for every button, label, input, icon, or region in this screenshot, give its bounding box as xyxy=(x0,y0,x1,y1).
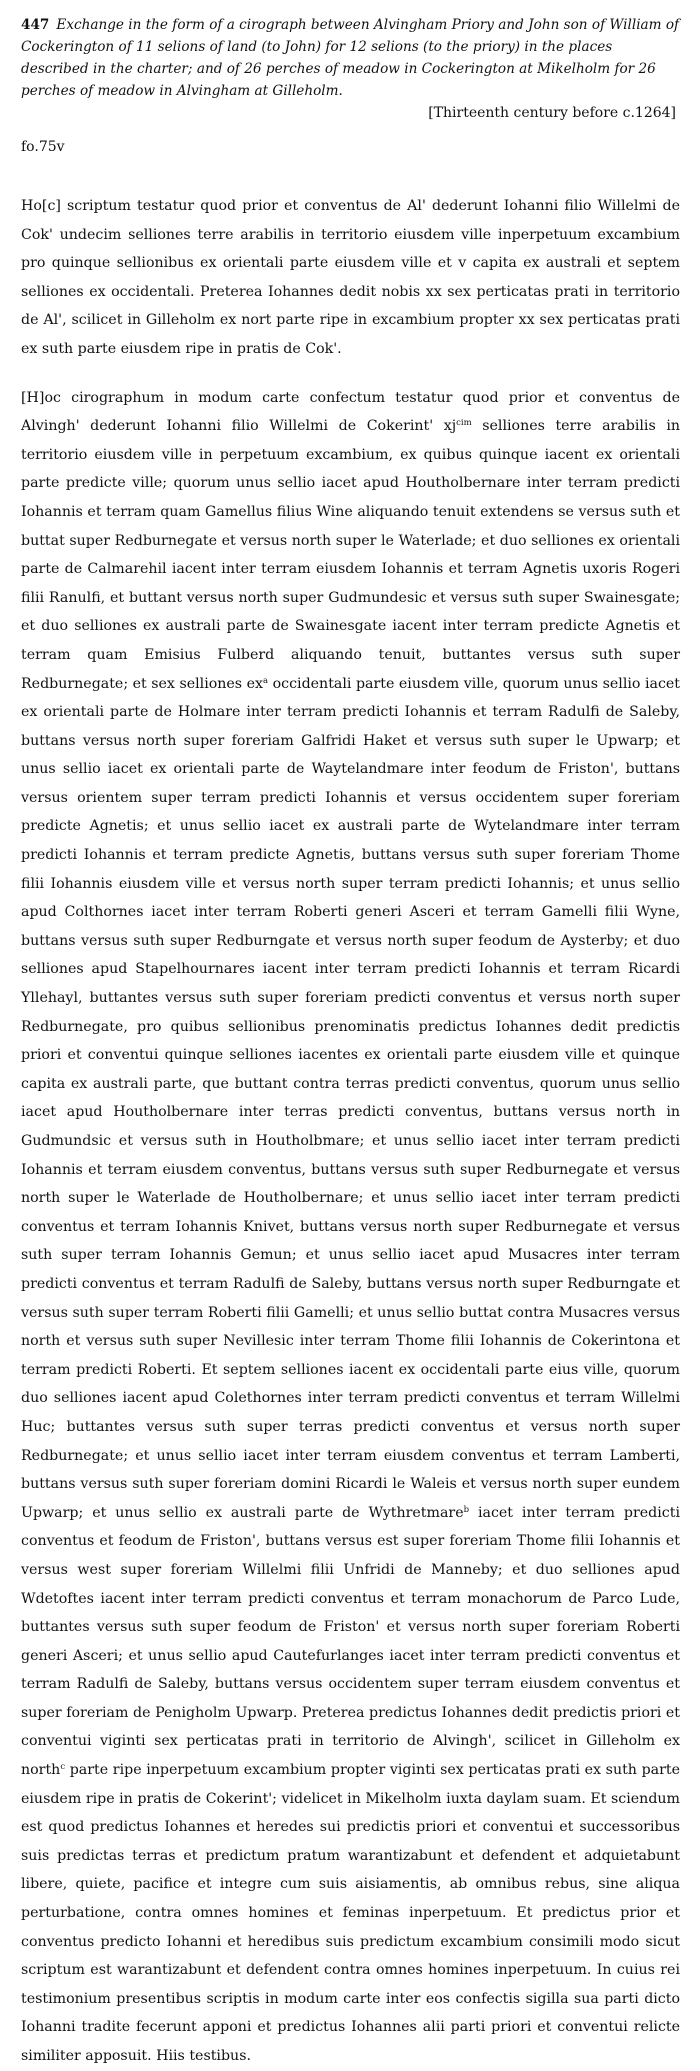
entry-number: 447 xyxy=(21,17,50,33)
paragraph-2-text: iacet inter terram predicti conventus et feodum de Friston', buttans versus est super foreriam Thome filii Iohannis et versus west super foreriam Willelmi filii Unfridi de Manneby; et duo selliones apud Wdetoftes iacent inter terram predicti conventus et terram monachorum de Parco Lude, buttantes versus suth super feodum de Friston' et versus north super foreriam Roberti generi Asceri; et unus sellio apud Cautefurlanges iacet inter terram predicti conventus et terram Radulfi de Saleby, buttans versus occidentem super terram eiusdem conventus et super foreriam de Penigholm Upwarp. Preterea predictus Iohannes dedit predictis priori et conventui viginti sex perticatas prati in territorio de Alvingh', scilicet in Gilleholm ex north xyxy=(21,1504,680,1779)
superscript-cim: cim xyxy=(456,418,472,429)
folio-reference: fo.75v xyxy=(21,139,65,155)
footnote-marker-c: c xyxy=(60,1762,66,1773)
entry-description: Exchange in the form of a cirograph between Alvingham Priory and John son of William of Cockerington of 11 selions of land (to John) for 12 selions (to the priory) in the places described in the charter; and of 26 perches of meadow in Cockerington at Mikelholm for 26 perches of meadow in Alvingham at Gilleholm. xyxy=(21,17,680,99)
paragraph-2-text: occidentali parte eiusdem ville, quorum unus sellio iacet ex orientali parte de Holmare inter terram predicti Iohannis et terram Radulfi de Saleby, buttans versus north super foreriam Galfridi Haket et versus suth super le Upwarp; et unus sellio iacet ex orientali parte de Waytelandmare inter feodum de Friston', buttans versus orientem super terram predicti Iohannis et versus occidentem super foreriam predicte Agnetis; et unus sellio iacet ex australi parte de Wytelandmare inter terram predicti Iohannis et terram predicte Agnetis, buttans versus suth super foreriam Thome filii Iohannis eiusdem ville et versus north super terram predicti Iohannis; et unus sellio apud Colthornes iacet inter terram Roberti generi Asceri et terram Gamelli filii Wyne, buttans versus suth super Redburngate et versus north super feodum de Aysterby; et duo selliones apud Stapelhournares iacent inter terram predicti Iohannis et terram Ricardi Yllehayl, buttantes versus suth super foreriam predicti conventus et versus north super Redburnegate, pro quibus sellionibus prenominatis predictus Iohannes dedit predictis priori et conventui quinque selliones iacentes ex orientali parte eiusdem ville et quinque capita ex australi parte, que buttant contra terras predicti conventus, quorum unus sellio iacet apud Houtholbernare inter terras predicti conventus, buttans versus north in Gudmundsic et versus suth in Houtholbmare; et unus sellio iacet inter terram predicti Iohannis et terram eiusdem conventus, buttans versus suth super Redburnegate et versus north super le Waterlade de Houtholbernare; et unus sellio iacet inter terram predicti conventus et terram Iohannis Knivet, buttans versus north super Redburnegate et versus suth super terram Iohannis Gemun; et unus sellio iacet apud Musacres inter terram predicti conventus et terram Radulfi de Saleby, buttans versus north super Redburngate et versus suth super terram Roberti filii Gamelli; et unus sellio buttat contra Musacres versus north et versus suth super Nevillesic inter terram Thome filii Iohannis de Cokerintona et terram predicti Roberti. Et septem selliones iacent ex occidentali parte eius ville, quorum duo selliones iacent apud Colethornes inter terram predicti conventus et terram Willelmi Huc; buttantes versus suth super terras predicti conventus et versus north super Redburnegate; et unus sellio iacet inter terram eiusdem conventus et terram Lamberti, buttans versus suth super foreriam domini Ricardi le Waleis et versus north super eundem Upwarp; et unus sellio ex australi parte de Wythretmare xyxy=(21,675,680,1521)
paragraph-2-text: [H]oc cirographum in modum carte confectum testatur quod prior et conventus de Alvingh' dederunt Iohanni filio Willelmi de Cokerint' xj xyxy=(21,389,680,435)
charter-paragraph-2 xyxy=(21,384,680,2071)
footnote-marker-a: a xyxy=(263,675,269,686)
entry-header xyxy=(21,14,680,102)
paragraph-2-text: selliones terre arabilis in territorio eiusdem ville in perpetuum excambium, ex quibus quinque iacent ex orientali parte predicte ville; quorum unus sellio iacet apud Houtholbernare inter terram predicti Iohannis et terram quam Gamellus filius Wine aliquando tenuit extendens se versus suth et buttat super Redburnegate et versus north super le Waterlade; et duo selliones ex orientali parte de Calmarehil iacent inter terram eiusdem Iohannis et terram Agnetis uxoris Rogeri filii Ranulfi, et buttant versus north super Gudmundesic et versus suth super Swainesgate; et duo selliones ex australi parte de Swainesgate iacent inter terram predicte Agnetis et terram quam Emisius Fulberd aliquando tenuit, buttantes versus suth super Redburnegate; et sex selliones ex xyxy=(21,418,680,692)
charter-paragraph-1: Ho[c] scriptum testatur quod prior et conventus de Al' dederunt Iohanni filio Willelmi de Cok' undecim selliones terre arabilis in territorio eiusdem ville inperpetuum excambium pro quinque sellionibus ex orientali parte eiusdem ville et v capita ex australi et septem selliones ex occidentali. Preterea Iohannes dedit nobis xx sex perticatas prati in territorio de Al', scilicet in Gilleholm ex nort parte ripe in excambium propter xx sex perticatas prati ex suth parte eiusdem ripe in pratis de Cok'. xyxy=(21,198,680,357)
footnote-marker-b: b xyxy=(463,1504,470,1515)
paragraph-2-text: parte ripe inperpetuum excambium propter viginti sex perticatas prati ex suth parte eiusdem ripe in pratis de Cokerint'; videlicet in Mikelholm iuxta daylam suam. Et sciendum est quod predictus Iohannes et heredes sui predictis priori et conventui et successoribus suis predictas terras et predictum pratum warantizabunt et defendent et adquietabunt libere, quiete, pacifice et integre cum suis aisiamentis, ab omnibus rebus, sine aliqua perturbatione, contra omnes homines et feminas inperpetuum. Et predictus prior et conventus predicto Iohanni et heredibus suis predictum excambium consimili modo sicut scriptum est warantizabunt et defendent contra omnes homines inperpetuum. In cuius rei testimonium presentibus scriptis in modum carte inter eos confectis sigilla sua parti dicto Iohanni tradite fecerunt apponi et predictus Iohannes alii parti priori et conventui relicte similiter apposuit. Hiis testibus. xyxy=(21,1762,680,2064)
entry-date: [Thirteenth century before c.1264] xyxy=(428,105,676,121)
